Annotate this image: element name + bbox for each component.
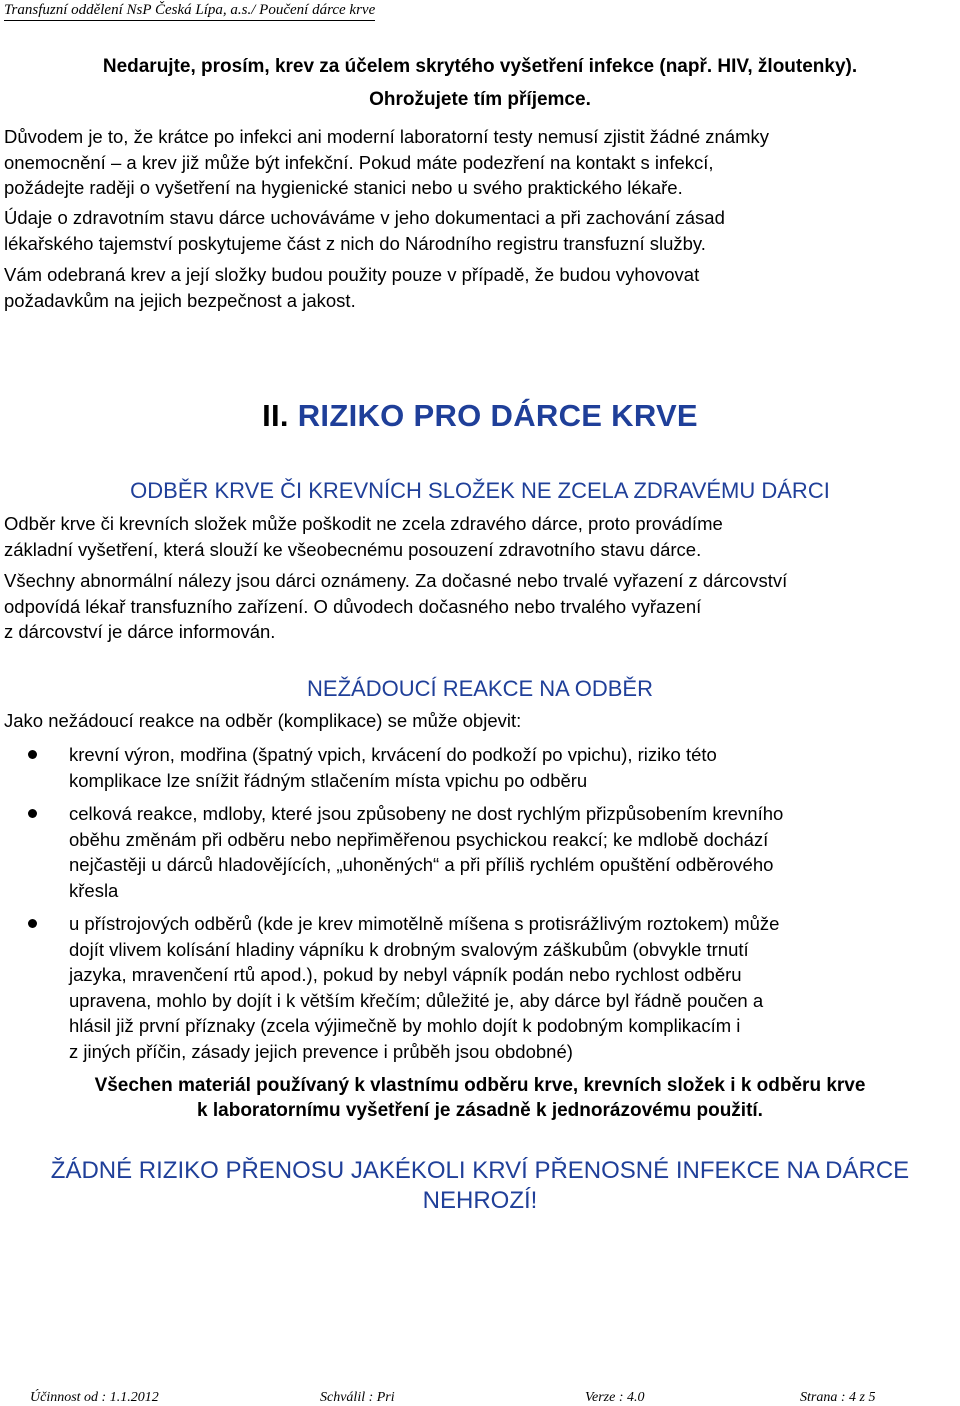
footer-approved-by: Schválil : Pri — [320, 1390, 395, 1405]
text-line: dojít vlivem kolísání hladiny vápníku k drobným svalovým záškubům (obvykle trnutí — [69, 938, 749, 960]
no-risk-statement — [0, 1156, 960, 1216]
text-line: Vám odebraná krev a její složky budou použity pouze v případě, že budou vyhovovat — [4, 264, 700, 285]
bullet-icon — [28, 750, 38, 760]
text-line: nejčastěji u dárců hladovějících, „uhoněných“ a při příliš rychlém opuštění odběrového — [69, 854, 774, 875]
page-header: Transfuzní oddělení NsP Česká Lípa, a.s./ Poučení dárce krve — [4, 2, 375, 21]
text-line: křesla — [69, 879, 119, 901]
paragraph-abnormal-findings — [4, 568, 959, 645]
subheading-adverse-reactions: NEŽÁDOUCÍ REAKCE NA ODBĚR — [307, 676, 653, 701]
text-line: požadavkům na jejich bezpečnost a jakost. — [4, 289, 356, 311]
footer-effective-date: Účinnost od : 1.1.2012 — [30, 1390, 159, 1405]
bullet-icon — [28, 809, 38, 819]
text-line: lékařského tajemství poskytujeme část z nich do Národního registru transfuzní služby. — [4, 232, 706, 254]
text-line: Důvodem je to, že krátce po infekci ani moderní laboratorní testy nemusí zjistit žádné známky — [4, 126, 770, 147]
paragraph-blood-use — [4, 262, 959, 313]
section-title — [0, 398, 960, 434]
text-line: jazyka, mravenčení rtů apod.), pokud by nebyl vápník podán nebo rychlost odběru — [69, 964, 742, 985]
text-line: onemocnění – a krev již může být infekční. Pokud máte podezření na kontakt s infekcí, — [4, 151, 714, 173]
text-line: Údaje o zdravotním stavu dárce uchováváme v jeho dokumentaci a při zachování zásad — [4, 207, 725, 228]
text-line: u přístrojových odběrů (kde je krev mimotělně míšena s protisrážlivým roztokem) může — [69, 913, 780, 934]
text-line: Odběr krve či krevních složek může poškodit ne zcela zdravého dárce, proto provádíme — [4, 513, 723, 534]
text-line: z jiných příčin, zásady jejich prevence i průběh jsou obdobné) — [69, 1040, 573, 1062]
paragraph-infection-reason — [4, 124, 959, 201]
text-line: krevní výron, modřina (špatný vpich, krvácení do podkoží po vpichu), riziko této — [69, 744, 717, 765]
text-line: z dárcovství je dárce informován. — [4, 621, 276, 642]
text-line: ŽÁDNÉ RIZIKO PŘENOSU JAKÉKOLI KRVÍ PŘENOSNÉ INFEKCE NA DÁRCE — [50, 1157, 910, 1184]
bullet-icon — [28, 919, 38, 929]
text-line: komplikace lze snížit řádným stlačením místa vpichu po odběru — [69, 769, 588, 791]
warning-line-1: Nedarujte, prosím, krev za účelem skrytého vyšetření infekce (např. HIV, žloutenky). — [102, 56, 858, 77]
text-line: odpovídá lékař transfuzního zařízení. O důvodech dočasného nebo trvalého vyřazení — [4, 595, 702, 617]
warning-line-2: Ohrožujete tím příjemce. — [369, 89, 591, 110]
text-line: celková reakce, mdloby, které jsou způsobeny ne dost rychlým přizpůsobením krevního — [69, 803, 784, 824]
text-line: NEHROZÍ! — [422, 1187, 538, 1214]
paragraph-basic-exam — [4, 511, 959, 562]
section-number: II. — [262, 398, 289, 433]
text-line: požádejte raději o vyšetření na hygienické stanici nebo u svého praktického lékaře. — [4, 177, 683, 198]
material-notice — [0, 1073, 960, 1123]
text-line: oběhu změnám při odběru nebo nepřiměřenou psychickou reakcí; ke mdlobě dochází — [69, 828, 769, 850]
footer-page-number: Strana : 4 z 5 — [800, 1390, 876, 1405]
subheading-unhealthy-donor: ODBĚR KRVE ČI KREVNÍCH SLOŽEK NE ZCELA ZDRAVÉMU DÁRCI — [130, 478, 830, 503]
text-line: upravena, mohlo by dojít i k větším křečím; důležité je, aby dárce byl řádně poučen a — [69, 989, 764, 1011]
list-item — [69, 742, 949, 793]
list-item — [69, 911, 949, 1064]
text-line: základní vyšetření, která slouží ke všeobecnému posouzení zdravotního stavu dárce. — [4, 538, 702, 560]
paragraph-health-data — [4, 205, 959, 256]
text-line: hlásil již první příznaky (zcela výjimečně by mohlo dojít k podobným komplikacím i — [69, 1015, 741, 1036]
text-line: Všechny abnormální nálezy jsou dárci oznámeny. Za dočasné nebo trvalé vyřazení z dárcovství — [4, 570, 788, 591]
text-line: k laboratornímu vyšetření je zásadně k jednorázovému použití. — [197, 1100, 763, 1121]
paragraph-reactions-intro: Jako nežádoucí reakce na odběr (komplikace) se může objevit: — [4, 710, 522, 731]
section-title-text: RIZIKO PRO DÁRCE KRVE — [297, 398, 698, 433]
text-line: Všechen materiál používaný k vlastnímu odběru krve, krevních složek i k odběru krve — [94, 1075, 866, 1096]
list-item — [69, 801, 949, 903]
footer-version: Verze : 4.0 — [585, 1390, 645, 1405]
